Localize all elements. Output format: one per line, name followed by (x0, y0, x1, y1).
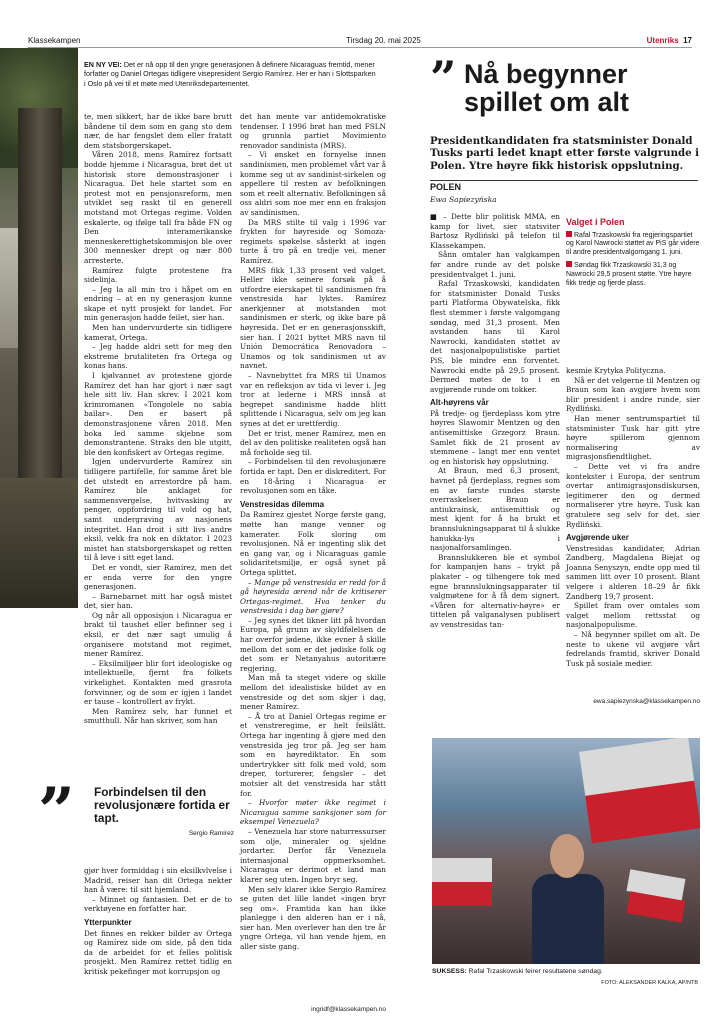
paragraph: På tredje- og fjerdeplass kom ytre høyres Slawomir Mentzen og den antisemittiske Grzegorz Braun. Samlet fikk de 21 prosent av stemmene – langt mer enn ventet og en historisk høy oppslutning. (430, 408, 560, 466)
paragraph: – Venezuela har store naturressurser som olje, mineraler og sjeldne jordarter. Derfor får Venezuela internasjonal oppmerksomhet. Nicaragua er derimot et land man klarer seg uten. Ingen bryr seg. (240, 826, 386, 884)
paragraph: – Jeg la all min tro i håpet om en endring – at en ny generasjon kunne skape et nytt prosjekt for landet. For min generasjon hadde feilet, sier han. (84, 284, 232, 323)
paragraph: – Navnebyttet fra MRS til Unamos var en refleksjon av tida vi lever i. Jeg tror at lederne i MRS innså at begrepet sandinisme hadde blitt splittende i Nicaragua, selv om jeg kan synes at det er urettferdig. (240, 371, 386, 428)
paragraph: Da Ramírez gjestet Norge første gang, møtte han mange venner og kamerater. Folk sloring om revolusjonen. Nå er ingenting slik det en gang var, og i Nicaraguas gamle solidaritetsmiljø, er også synet på Ortega splittet. (240, 510, 386, 577)
subheading: Avgjørende uker (566, 533, 629, 543)
paragraph: Men selv klarer ikke Sergio Ramírez se guten det lille landet «ingen bryr seg om». Framtida kan han ikke planlegge i den alderen han er i nå, sier han. Men overlever han den tre år yngre Ortega, vil han vende hjem, en aller siste gang. (240, 884, 386, 952)
photo-credit: FOTO: ALEKSANDER KALKA, AP/NTB (601, 980, 698, 986)
paragraph: Man må ta steget videre og skille mellom det idealistiske bildet av en venstreside og det som skjer i dag, mener Ramírez. (240, 673, 386, 712)
article2-column2 (566, 366, 700, 668)
interview-question: – Mange på venstresida er redd for å gå høyresida ærend når de kritiserer Ortegas-regimet. Hva tenker du venstresida i dag bør gjøre? (240, 577, 386, 616)
quote-mark-icon: ” (38, 774, 75, 849)
fact-box-title: Valget i Polen (566, 217, 625, 227)
paragraph: kesmie Krytyka Polityczna. (566, 366, 666, 375)
paragraph: Det er trist, mener Ramírez, men en del av den politiske realiteten også han må forholde seg til. (240, 428, 386, 457)
paragraph: – Å tro at Daniel Ortegas regime er et venstreregime, er helt feilslått. Ortega har ingenting å gjøre med den venstresida jeg tror på. Jeg ser ham som en høyrediktator. En som undertrykker sitt folk med vold, som dreper, torturerer, fengsler – det motsier alt det venstresida har stått for. (240, 711, 386, 798)
section-page (647, 36, 692, 45)
pull-quote-source: Sergio Ramírez (188, 830, 234, 837)
paragraph: Våren 2018, mens Ramírez fortsatt bodde hjemme i Nicaragua, brøt det ut historisk store demonstrasjoner i Nicaragua. Det hele startet som en protest mot en pensjonsreform, men utviklet seg raskt til en generell motstand mot Ortegas regime. Volden eskalerte, og ifølge tall fra både FN og Den interamerikanske menneskerettighetskommisjon ble over 300 mennesker drept og nær 800 arresterte. (84, 150, 232, 265)
paragraph: Brannslukkeren ble et symbol for kampanjen hans – trykt på plakater – og tilhengere tok med egne brannslukningsapparater til valgmøtene for å få dem signert. «Våren for alternativ-høyre» er tittelen på valganalysen publisert av venstresidas tan- (430, 552, 560, 629)
bullet-square-icon (566, 261, 572, 267)
quote-mark-icon: ” (430, 51, 457, 105)
caption-text: Rafal Trzaskowski feirer resultatene søndag. (468, 968, 603, 975)
paragraph: Og når all opposisjon i Nicaragua er brakt til taushet eller befinner seg i eksil, er det nær sagt umulig å organisere motstand mot regimet, mener Ramírez. (84, 610, 232, 659)
section-name: Utenriks (646, 36, 679, 45)
paragraph: – Eksilmiljøer blir fort ideologiske og intellektuelle, fjernt fra folkets virkelighet. Kontakten med grasrota forsvinner, og de som er igjen i landet er tause – kontrollert av frykt. (84, 658, 232, 707)
article2-title-block (430, 51, 700, 130)
paragraph: det han mente var antidemokratiske tendenser. I 1996 brøt han med FSLN og grunnla partiet Movimiento renovador sandinista (MRS). (240, 112, 386, 150)
caption-label: SUKSESS: (432, 968, 467, 975)
caption-text: Det er nå opp til den yngre generasjonen å definere Nicaraguas fremtid, mener forfatter og Daniel Ortegas tidligere visepresident Sergio Ramírez. Her er han i Slottsparken i Oslo på vei til et møte med Utenriksdepartementet. (84, 60, 376, 88)
pull-quote-text: Forbindelsen til den revolusjonære fortida er tapt. (94, 785, 230, 826)
article-author: Ewa Sapiezyńska (430, 195, 497, 204)
paragraph: – Barnebarnet mitt har også mistet det, sier han. (84, 591, 232, 611)
paragraph: Da MRS stilte til valg i 1996 var frykten for høyreside og Somoza-regimets spøkelse såsterkt at ingen turte å tro på en tredje vei, mener Ramírez. (240, 217, 386, 265)
fact-box (566, 218, 700, 363)
author-email: ewa.sapiezynska@klassekampen.no (593, 698, 700, 705)
paragraph: – Jeg synes det likner litt på hvordan Europa, på grunn av skyldfølelsen de har overfor jødene, ikke evner å skille mellom det som er det jødiske folk og det som er Netanyahus autoritære regjering. (240, 615, 386, 673)
page-number: 17 (683, 36, 692, 45)
article1-column2 (240, 112, 386, 952)
article-lead: Presidentkandidaten fra statsminister Donald Tusks parti ledet knapt etter første valgrunde i Polen. Ytre høyre fikk historisk oppslutning. (430, 135, 700, 172)
paragraph: MRS fikk 1,33 prosent ved valget. Heller ikke seinere forsøk på å utfordre eierskapet til sandinismen fra venstresida har lyktes. Ramírez anerkjenner at motstanden mot sandinismen er sterk, og ikke bare på høyresida. Det er en generasjonsskift, sier han. I 2021 byttet MRS navn til Unión Democrática Renovadora – Unamos og tok sandinismen ut av navnet. (240, 265, 386, 371)
paragraph: Venstresidas kandidater, Adrian Zandberg, Magdalena Biejat og Joanna Senyszyn, endte opp med til sammen litt over 10 prosent. Blant velgere i alderen 18–29 år fikk Zandberg 19,7 prosent. (566, 543, 700, 601)
subheading: Alt-høyrens vår (430, 398, 489, 408)
bullet-square-icon (566, 231, 572, 237)
paragraph: – Nå begynner spillet om alt. De neste to ukene vil avgjøre vårt fedrelands framtid, skriver Donald Tusk på sosiale medier. (566, 630, 700, 668)
paper-name: Klassekampen (28, 36, 81, 45)
page-header (28, 36, 692, 48)
article-title: Nå begynner spillet om alt (464, 59, 630, 117)
article1-column1-bottom (84, 866, 232, 977)
photo-caption-bottom (432, 968, 700, 975)
article1-column1 (84, 112, 232, 726)
paragraph: – Dette vet vi fra andre kontekster i Europa, der sentrum overtar antimigrasjonsdiskursen, legitimerer den og dermed normaliserer ytre høyre. Tusk kan gratulere seg selv for det, sier Rydliński. (566, 461, 700, 529)
paragraph: – Jeg hadde aldri sett for meg den ekstreme brutaliteten fra Ortega og konas hans. (84, 342, 232, 371)
fact-box-item: Rafal Trzaskowski fra regjeringspartiet og Karol Nawrocki støttet av PiS går videre til andre presidentvalgomgang 1. juni. (566, 231, 700, 256)
caption-label: EN NY VEI: (84, 60, 122, 69)
paragraph: Sånn omtaler han valgkampen før andre runde av det polske presidentvalget 1. juni. (430, 250, 560, 279)
interview-question: – Hvorfor møter ikke regimet i Nicaragua samme sanksjoner som for eksempel Venezuela? (240, 798, 386, 827)
subheading: Venstresidas dilemma (240, 499, 325, 509)
article-tag: POLEN (430, 182, 462, 192)
fact-box-item: Søndag fikk Trzaskowski 31,3 og Nawrocki 29,5 prosent støtte. Ytre høyre fikk tredje og fjerde plass. (566, 262, 692, 287)
paragraph: Igjen undervurderte Ramírez sin tidligere partifelle, for samme året ble det utstedt en arrestordre på ham. Ramírez ble anklaget for sammensvergelse, hvitvasking av penger, oppfordring til vold og hat, samt undergraving av nasjonens integritet. Han droit i sitt livs andre eksil, vekk fra nok en diktator. I 2023 mistet han statsborgerskapet og retten til å leve i sitt eget land. (84, 457, 232, 563)
divider (430, 180, 698, 181)
paragraph: I kjølvannet av protestene gjorde Ramírez det han har gjort i nær sagt hele sitt liv. Han skrev. I 2021 kom krimromanen «Tongolele no sabía bailar». Den er basert på demonstrasjonene våren 2018. Men boka led samme skjebne som demonstrantene. Straks den ble utgitt, ble den konfiskert av Ortegas regime. (84, 371, 232, 457)
paragraph: te, men sikkert, har de ikke bare brutt båndene til dem som en gang sto dem nær, de har fengslet dem eller fratatt dem statsborgerskapet. (84, 112, 232, 150)
paragraph: Spillet fram over omtales som valget mellom rettsstat og nasjonalpopulisme. (566, 601, 700, 630)
paragraph: gjør hver formiddag i sin eksilkvlvelse i Madrid, reiser han dit Ortega nekter han å være: til sitt hjemland. (84, 866, 232, 895)
author-email: ingridf@klassekampen.no (311, 1006, 386, 1013)
paragraph: Nå er det velgerne til Mentzen og Braun som kan avgjøre hvem som blir president i andre runde, sier Rydliński. (566, 375, 700, 414)
photo-trzaskowski-rally (432, 738, 700, 964)
paragraph: Men Ramírez selv, har funnet et smutthull. Når han skriver, som han (84, 706, 232, 726)
paragraph: – Minnet og fantasien. Det er de to verktøyene en forfatter har. (84, 894, 232, 914)
photo-caption-top (84, 60, 379, 88)
issue-date: Tirsdag 20. mai 2025 (346, 36, 421, 45)
paragraph: – Vi ønsket en fornyelse innen sandinismen, men problemet vårt var å komme seg ut av sandinist-sirkelen og appellere til resten av befolkningen som et reelt alternativ. Befolkningen så oss aldri som noe mer enn en fraksjon av sandinismen. (240, 150, 386, 217)
pull-quote (38, 774, 238, 856)
paragraph: – Forbindelsen til den revolusjonære fortida er tapt. Den er diskreditert. For en 18-åring i Nicaragua er revolusjonen som en tåke. (240, 457, 386, 496)
paragraph: Ramírez fulgte protestene fra sidelinja. (84, 265, 232, 285)
paragraph: Det er vondt, sier Ramírez, men det er enda verre for den yngre generasjonen. (84, 562, 232, 592)
paragraph: Det finnes en rekker bilder av Ortega og Ramírez side om side, på den tida da de arbeidet for et felles politisk prosjekt. Men Ramírez rettet tidlig en kritisk pekefinger mot korrupsjon og (84, 928, 232, 976)
paragraph: Rafal Trzaskowski, kandidaten for statsminister Donald Tusks parti Platforma Obywatelska, fikk flest stemmer i første valgomgang søndag, med 31,3 prosent. Men avstanden hans til Karol Nawrocki, kandidaten støttet av det nasjonalpopulistiske partiet PiS, ble mindre enn forventet. Nawrocki endte på 29,5 prosent. Dermed møtes de to i en avgjørende runde om tokker. (430, 279, 560, 394)
paragraph: ■ – Dette blir politisk MMA, en kamp for livet, sier statsviter Bartosz Rydliński på telefon til Klassekampen. (430, 212, 560, 250)
paragraph: Han mener sentrumspartiet til statsminister Tusk har gitt ytre høyre spillerom gjennom normalisering av migrasjonsfiendtlighet. (566, 413, 700, 462)
paragraph: Men han undervurderte sin tidligere kamerat, Ortega. (84, 323, 232, 342)
photo-ramirez-park (0, 48, 78, 608)
article2-column1 (430, 212, 560, 630)
paragraph: At Braun, med 6,3 prosent, havnet på fjerdeplass, regnes som en av første rundes største overraskelser. Braun er antiukrainsk, antisemittisk og mest kjent for å ha brukt et brannslukningsapparat til å slukke hanukka-lys i nasjonalforsamlingen. (430, 466, 560, 553)
subheading: Ytterpunkter (84, 917, 132, 927)
